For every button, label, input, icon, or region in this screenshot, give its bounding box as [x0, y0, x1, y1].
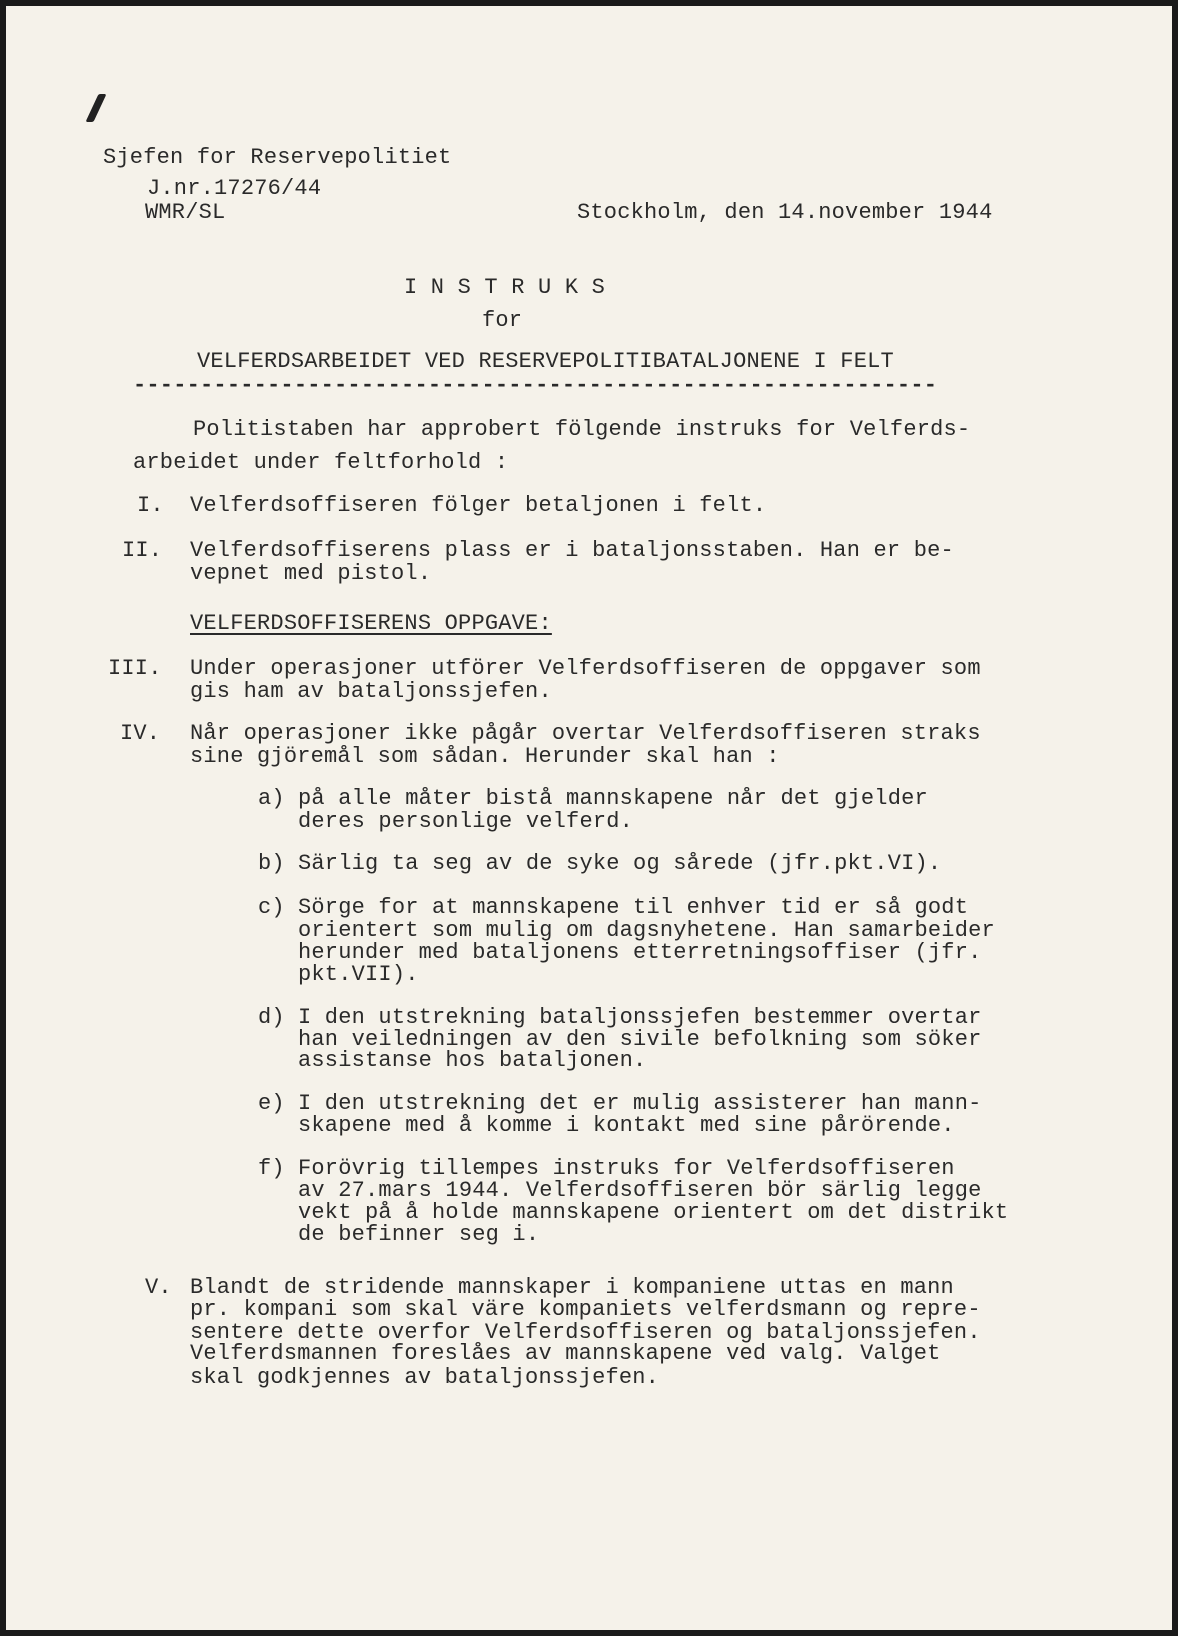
point-text: Blandt de stridende mannskaper i kompaniene uttas en mann: [190, 1275, 954, 1300]
section-heading: VELFERDSOFFISERENS OPPGAVE:: [190, 611, 552, 636]
subitem-letter: d): [258, 1005, 285, 1030]
title-subject: VELFERDSARBEIDET VED RESERVEPOLITIBATALJONENE I FELT: [197, 349, 894, 374]
intro-line: arbeidet under feltforhold :: [133, 450, 509, 475]
ink-mark: [85, 94, 106, 122]
subitem-text: vekt på å holde mannskapene orientert om det distrikt: [298, 1200, 1009, 1225]
point-text: Velferdsoffiserens plass er i bataljonsstaben. Han er be-: [190, 538, 954, 563]
subitem-text: skapene med å komme i kontakt med sine pårörende.: [298, 1113, 955, 1138]
subitem-text: assistanse hos bataljonen.: [298, 1048, 647, 1073]
place-date: Stockholm, den 14.november 1944: [577, 200, 993, 225]
document-page: [6, 6, 1172, 1630]
point-text: sine gjöremål som sådan. Herunder skal han :: [190, 744, 780, 769]
title-for: for: [482, 308, 523, 333]
title-rule: ------------------------------------------------------------: [133, 373, 938, 398]
subitem-letter: b): [258, 851, 285, 876]
point-text: Velferdsoffiseren fölger betaljonen i felt.: [190, 493, 767, 518]
subitem-text: han veiledningen av den sivile befolkning som söker: [298, 1027, 982, 1052]
subitem-text: I den utstrekning det er mulig assisterer han mann-: [298, 1091, 982, 1116]
point-text: sentere dette overfor Velferdsoffiseren og bataljonssjefen.: [190, 1320, 981, 1345]
point-text: pr. kompani som skal väre kompaniets velferdsmann og repre-: [190, 1297, 981, 1322]
subitem-text: av 27.mars 1944. Velferdsoffiseren bör särlig legge: [298, 1178, 982, 1203]
point-number: V.: [145, 1275, 172, 1300]
point-number: III.: [108, 656, 162, 681]
subitem-text: orientert som mulig om dagsnyhetene. Han samarbeider: [298, 918, 995, 943]
point-number: I.: [137, 493, 164, 518]
subitem-letter: a): [258, 786, 285, 811]
subitem-letter: e): [258, 1091, 285, 1116]
reference: WMR/SL: [145, 200, 226, 225]
point-number: IV.: [120, 721, 161, 746]
intro-line: Politistaben har approbert fölgende instruks for Velferds-: [193, 417, 971, 442]
point-text: Velferdsmannen foreslåes av mannskapene ved valg. Valget: [190, 1341, 941, 1366]
subitem-text: Särlig ta seg av de syke og sårede (jfr.pkt.VI).: [298, 851, 942, 876]
subitem-letter: f): [258, 1156, 285, 1181]
point-text: vepnet med pistol.: [190, 561, 432, 586]
subitem-text: Forövrig tillempes instruks for Velferdsoffiseren: [298, 1156, 955, 1181]
subitem-letter: c): [258, 895, 285, 920]
point-text: Under operasjoner utförer Velferdsoffiseren de oppgaver som: [190, 656, 981, 681]
point-text: skal godkjennes av bataljonssjefen.: [190, 1365, 660, 1390]
subitem-text: de befinner seg i.: [298, 1222, 540, 1247]
subitem-text: Sörge for at mannskapene til enhver tid er så godt: [298, 895, 969, 920]
point-text: Når operasjoner ikke pågår overtar Velferdsoffiseren straks: [190, 721, 981, 746]
subitem-text: på alle måter bistå mannskapene når det gjelder: [298, 786, 928, 811]
subitem-text: herunder med bataljonens etterretningsoffiser (jfr.: [298, 940, 982, 965]
subitem-text: deres personlige velferd.: [298, 809, 634, 834]
journal-number: J.nr.17276/44: [147, 176, 322, 201]
sender: Sjefen for Reservepolitiet: [103, 145, 452, 170]
subitem-text: I den utstrekning bataljonssjefen bestemmer overtar: [298, 1005, 982, 1030]
title-main: I N S T R U K S: [404, 275, 606, 300]
point-text: gis ham av bataljonssjefen.: [190, 679, 552, 704]
subitem-text: pkt.VII).: [298, 962, 419, 987]
point-number: II.: [122, 538, 163, 563]
